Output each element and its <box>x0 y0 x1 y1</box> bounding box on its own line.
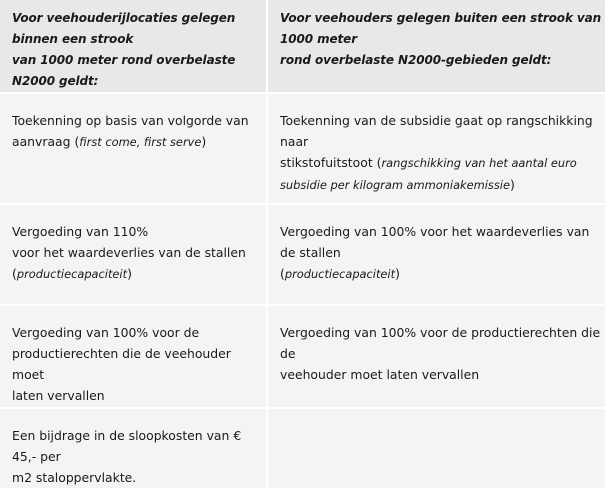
cell-demolition-costs-within: Een bijdrage in de sloopkosten van € 45,- per m2 staloppervlakte. <box>0 408 267 488</box>
cell-allocation-outside: Toekenning van de subsidie gaat op rangschikking naar stikstofuitstoot (rangschikking van het aantal euro subsidie per kilogram ammoniakemissie) <box>267 93 605 204</box>
cell-stable-compensation-within: Vergoeding van 110% voor het waardeverlies van de stallen (productiecapaciteit) <box>0 204 267 305</box>
cell-production-rights-within: Vergoeding van 100% voor de productierechten die de veehouder moet laten vervallen <box>0 305 267 408</box>
cell-empty <box>267 408 605 488</box>
table-row <box>0 204 605 305</box>
cell-allocation-within: Toekenning op basis van volgorde van aanvraag (first come, first serve) <box>0 93 267 204</box>
cell-stable-compensation-outside: Vergoeding van 100% voor het waardeverlies van de stallen (productiecapaciteit) <box>267 204 605 305</box>
header-within-strip: Voor veehouderijlocaties gelegen binnen een strook van 1000 meter rond overbelaste N2000 geldt: <box>0 0 267 93</box>
table-row <box>0 93 605 204</box>
header-outside-strip: Voor veehouders gelegen buiten een strook van 1000 meter rond overbelaste N2000-gebieden geldt: <box>267 0 605 93</box>
cell-production-rights-outside: Vergoeding van 100% voor de productierechten die de veehouder moet laten vervallen <box>267 305 605 408</box>
header-row <box>0 0 605 93</box>
table-row <box>0 408 605 488</box>
table-row <box>0 305 605 408</box>
